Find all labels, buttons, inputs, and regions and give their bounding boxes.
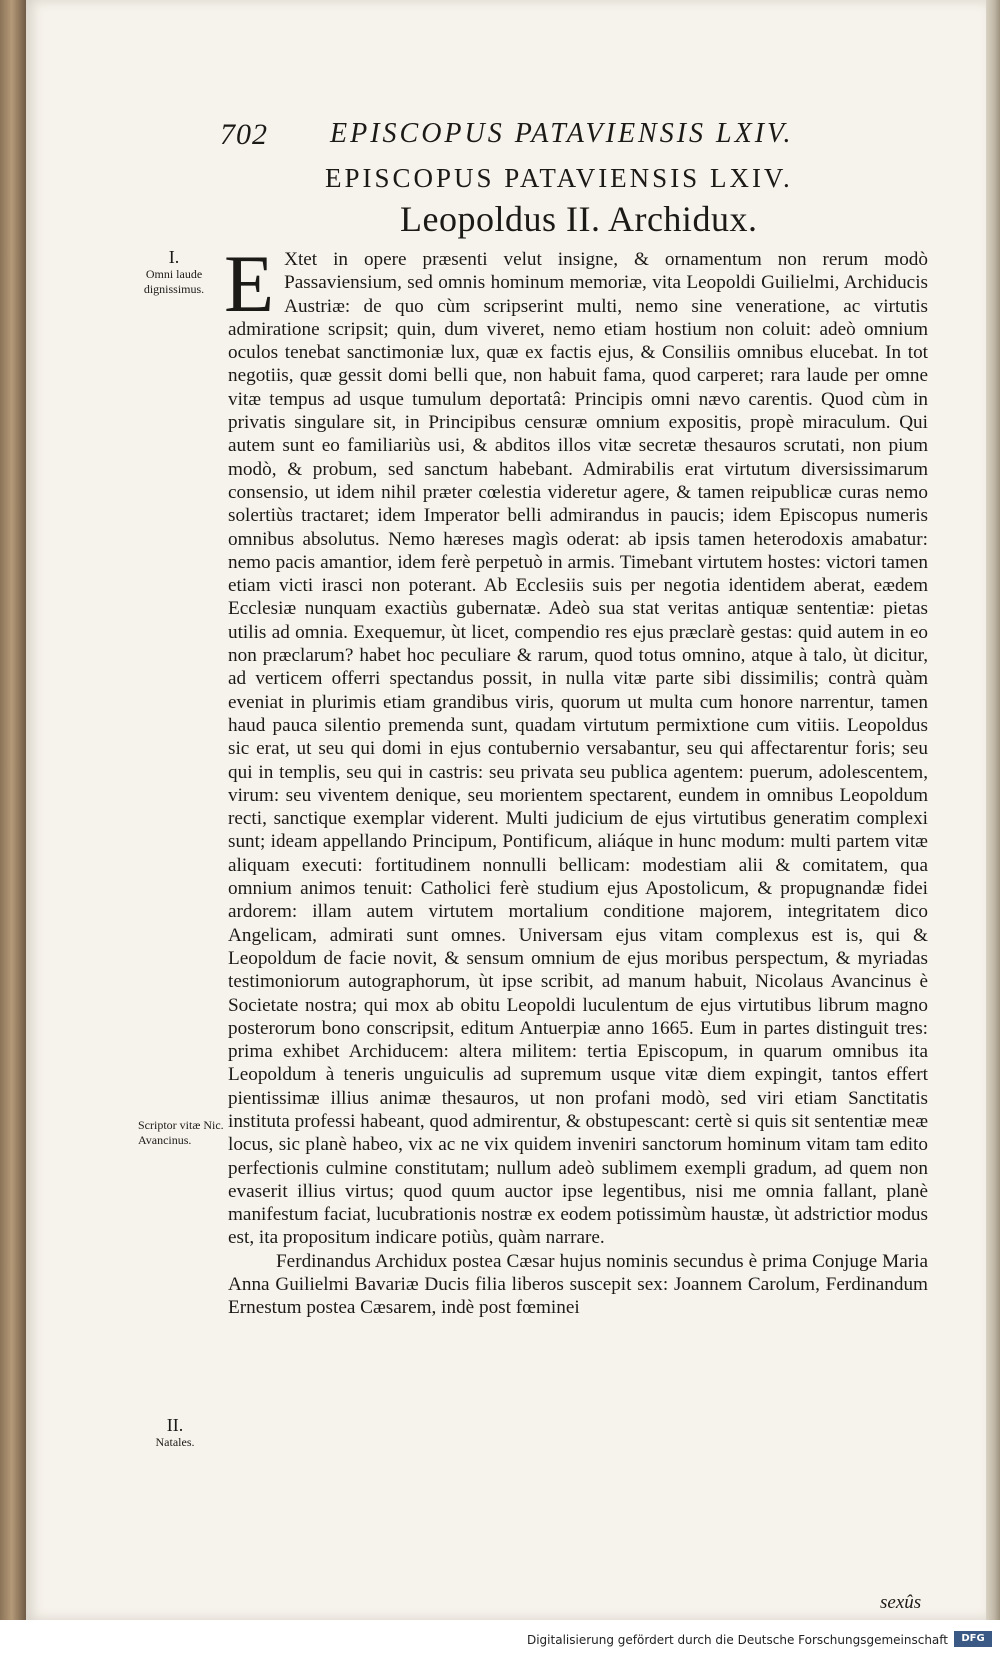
digitization-credit: Digitalisierung gefördert durch die Deutsche Forschungsgemeinschaft (526, 1633, 948, 1647)
catchword: sexûs (880, 1592, 922, 1613)
margin-note (140, 1415, 210, 1450)
paragraph-text: Ferdinandus Archidux postea Cæsar hujus nominis secundus è prima Conjuge Maria Anna Guilielmi Bavariæ Ducis filia liberos suscepit sex: Joannem Carolum, Ferdinandum Ernestum postea Cæsarem, indè post fœminei (228, 1250, 928, 1319)
paragraph (228, 1250, 928, 1320)
margin-note-text: Omni laude dignissimus. (143, 267, 205, 296)
subject-title: Leopoldus II. Archidux. (400, 199, 758, 239)
book-binding-left (0, 0, 26, 1653)
page-number: 702 (220, 118, 268, 151)
margin-note-number: II. (166, 1415, 184, 1435)
chapter-title: EPISCOPUS PATAVIENSIS LXIV. (325, 163, 793, 193)
margin-note (134, 247, 214, 297)
paragraph (224, 238, 928, 1250)
dfg-logo: DFG (954, 1631, 992, 1647)
margin-note (138, 1118, 228, 1148)
running-head: EPISCOPUS PATAVIENSIS LXIV. (330, 118, 794, 149)
margin-note-text: Natales. (155, 1435, 195, 1449)
margin-note-text: Scriptor vitæ Nic. Avancinus. (138, 1118, 224, 1147)
margin-note-number: I. (168, 247, 180, 267)
book-page-edge-right (986, 0, 1000, 1653)
drop-cap: E (224, 238, 275, 329)
paragraph-text: Xtet in opere præsenti velut insigne, & ornamentum non rerum modò Passaviensium, sed omnis hominum memoriæ, vita Leopoldi Guilielmi, Archiducis Austriæ: de quo cùm scripserint multi, nemo sine veneratione, ac virtutis admiratione scripsit; quin, dum viveret, nemo etiam hostium non coluit: adeò omnium oculos tenebat sanctimoniæ lux, quæ ex factis ejus, & Consiliis omnibus elucebat. In tot negotiis, quæ gessit domi belli que, non habuit fama, quod carperet; rara laude per omne vitæ tempus ad usque tumulum deportatâ: Principis omni nævo carentis. Quod cùm in privatis singulare sit, in Principibus censuræ omnium expositis, propè miraculum. Qui autem sunt eo familiariùs usi, & abditos illos vitæ secretæ thesauros scrutati, non pium modò, & probum, sed sanctum habebant. Admirabilis erat virtutum diversissimarum consensio, ut idem nihil præter cœlestia videretur agere, & tamen reipublicæ curas nemo solertiùs tractaret; idem Imperator belli admirandus in paucis; idem Episcopus numeris omnibus absolutus. Nemo hæreses magìs oderat: ab ipsis tamen heterodoxis amabatur: nemo pacis amantior, idem ferè perpetuò in armis. Timebant virtutem hostes: victori tamen etiam victi irasci non poterant. Ab Ecclesiis suis per negotia identidem aberat, eædem Ecclesiæ nunquam exactiùs gubernatæ. Adeò sua stat veritas antiquæ sententiæ: pietas utilis ad omnia. Exequemur, ùt licet, compendio res ejus præclarè gestas: quid autem in eo non præclarum? habet hoc peculiare & rarum, quod totus omnino, atque à talo, ùt dicitur, ad verticem offerri spectandus possit, in nulla vitæ parte sibi dissimilis; contrà quàm eveniat in plurimis etiam grandibus viris, quorum ut multa cum honore narrentur, tamen haud pauca silentio premenda sunt, quadam virtutum permixtione cum vitiis. Leopoldus sic erat, ut seu qui domi in ejus contubernio versabantur, seu qui affectarentur foris; seu qui in templis, seu qui in castris: seu privata seu publica agentem: puerum, adolescentem, virum: seu viventem denique, seu morientem spectarent, eundem in omnibus Leopoldum recti, sanctique exemplar viderent. Multi judicium de ejus virtutibus generatim complexi sunt; ideam appellando Principum, Pontificum, aliáque in hunc modum: multi partem vitæ aliquam executi: fortitudinem nonnulli bellicam: modestiam alii & comitatem, qua omnium animos tenuit: Catholici ferè studium ejus Apostolicum, & propugnandæ fidei ardorem: illam autem virtutem mortalium conditione majorem, integritatem dico Angelicam, admirati sunt omnes. Universam ejus vitam complexus est is, qui & Leopoldum de facie novit, & sensum omnium de ejus moribus perspectum, & myriadas testimoniorum autographorum, ùt ipse scribit, ad manum habuit, Nicolaus Avancinus è Societate nostra; qui mox ab obitu Leopoldi luculentum de ejus virtutibus librum magno posterorum bono conscripsit, editum Antuerpiæ anno 1665. Eum in partes distinguit tres: prima exhibet Archiducem: altera militem: tertia Episcopum, in quarum omnibus ita Leopoldum à teneris unguiculis ad supremum usque vitæ diem expingit, tantos effert pientissimæ illius animæ thesauros, ut non profani modò, sed viri etiam Sanctitatis instituta professi habeant, quod admirentur, & obstupescant: certè si quis sit sententiæ meæ locus, sic planè habeo, vix ac ne vix quidem inveniri sanctorum hominum vitam tam edito perfectionis culmine constitutam; nullum adeò sublimem exempli gradum, ad quem non evaserit illius virtus; quod quum auctor ipse legentibus, nisi me omnia fallant, planè manifestum faciat, lucubrationis nostræ ex eodem potissimùm haustæ, ùt adstrictior modus est, ita propositum indicare potiùs, quàm narrare. (228, 249, 928, 1249)
body-text (224, 238, 928, 1320)
